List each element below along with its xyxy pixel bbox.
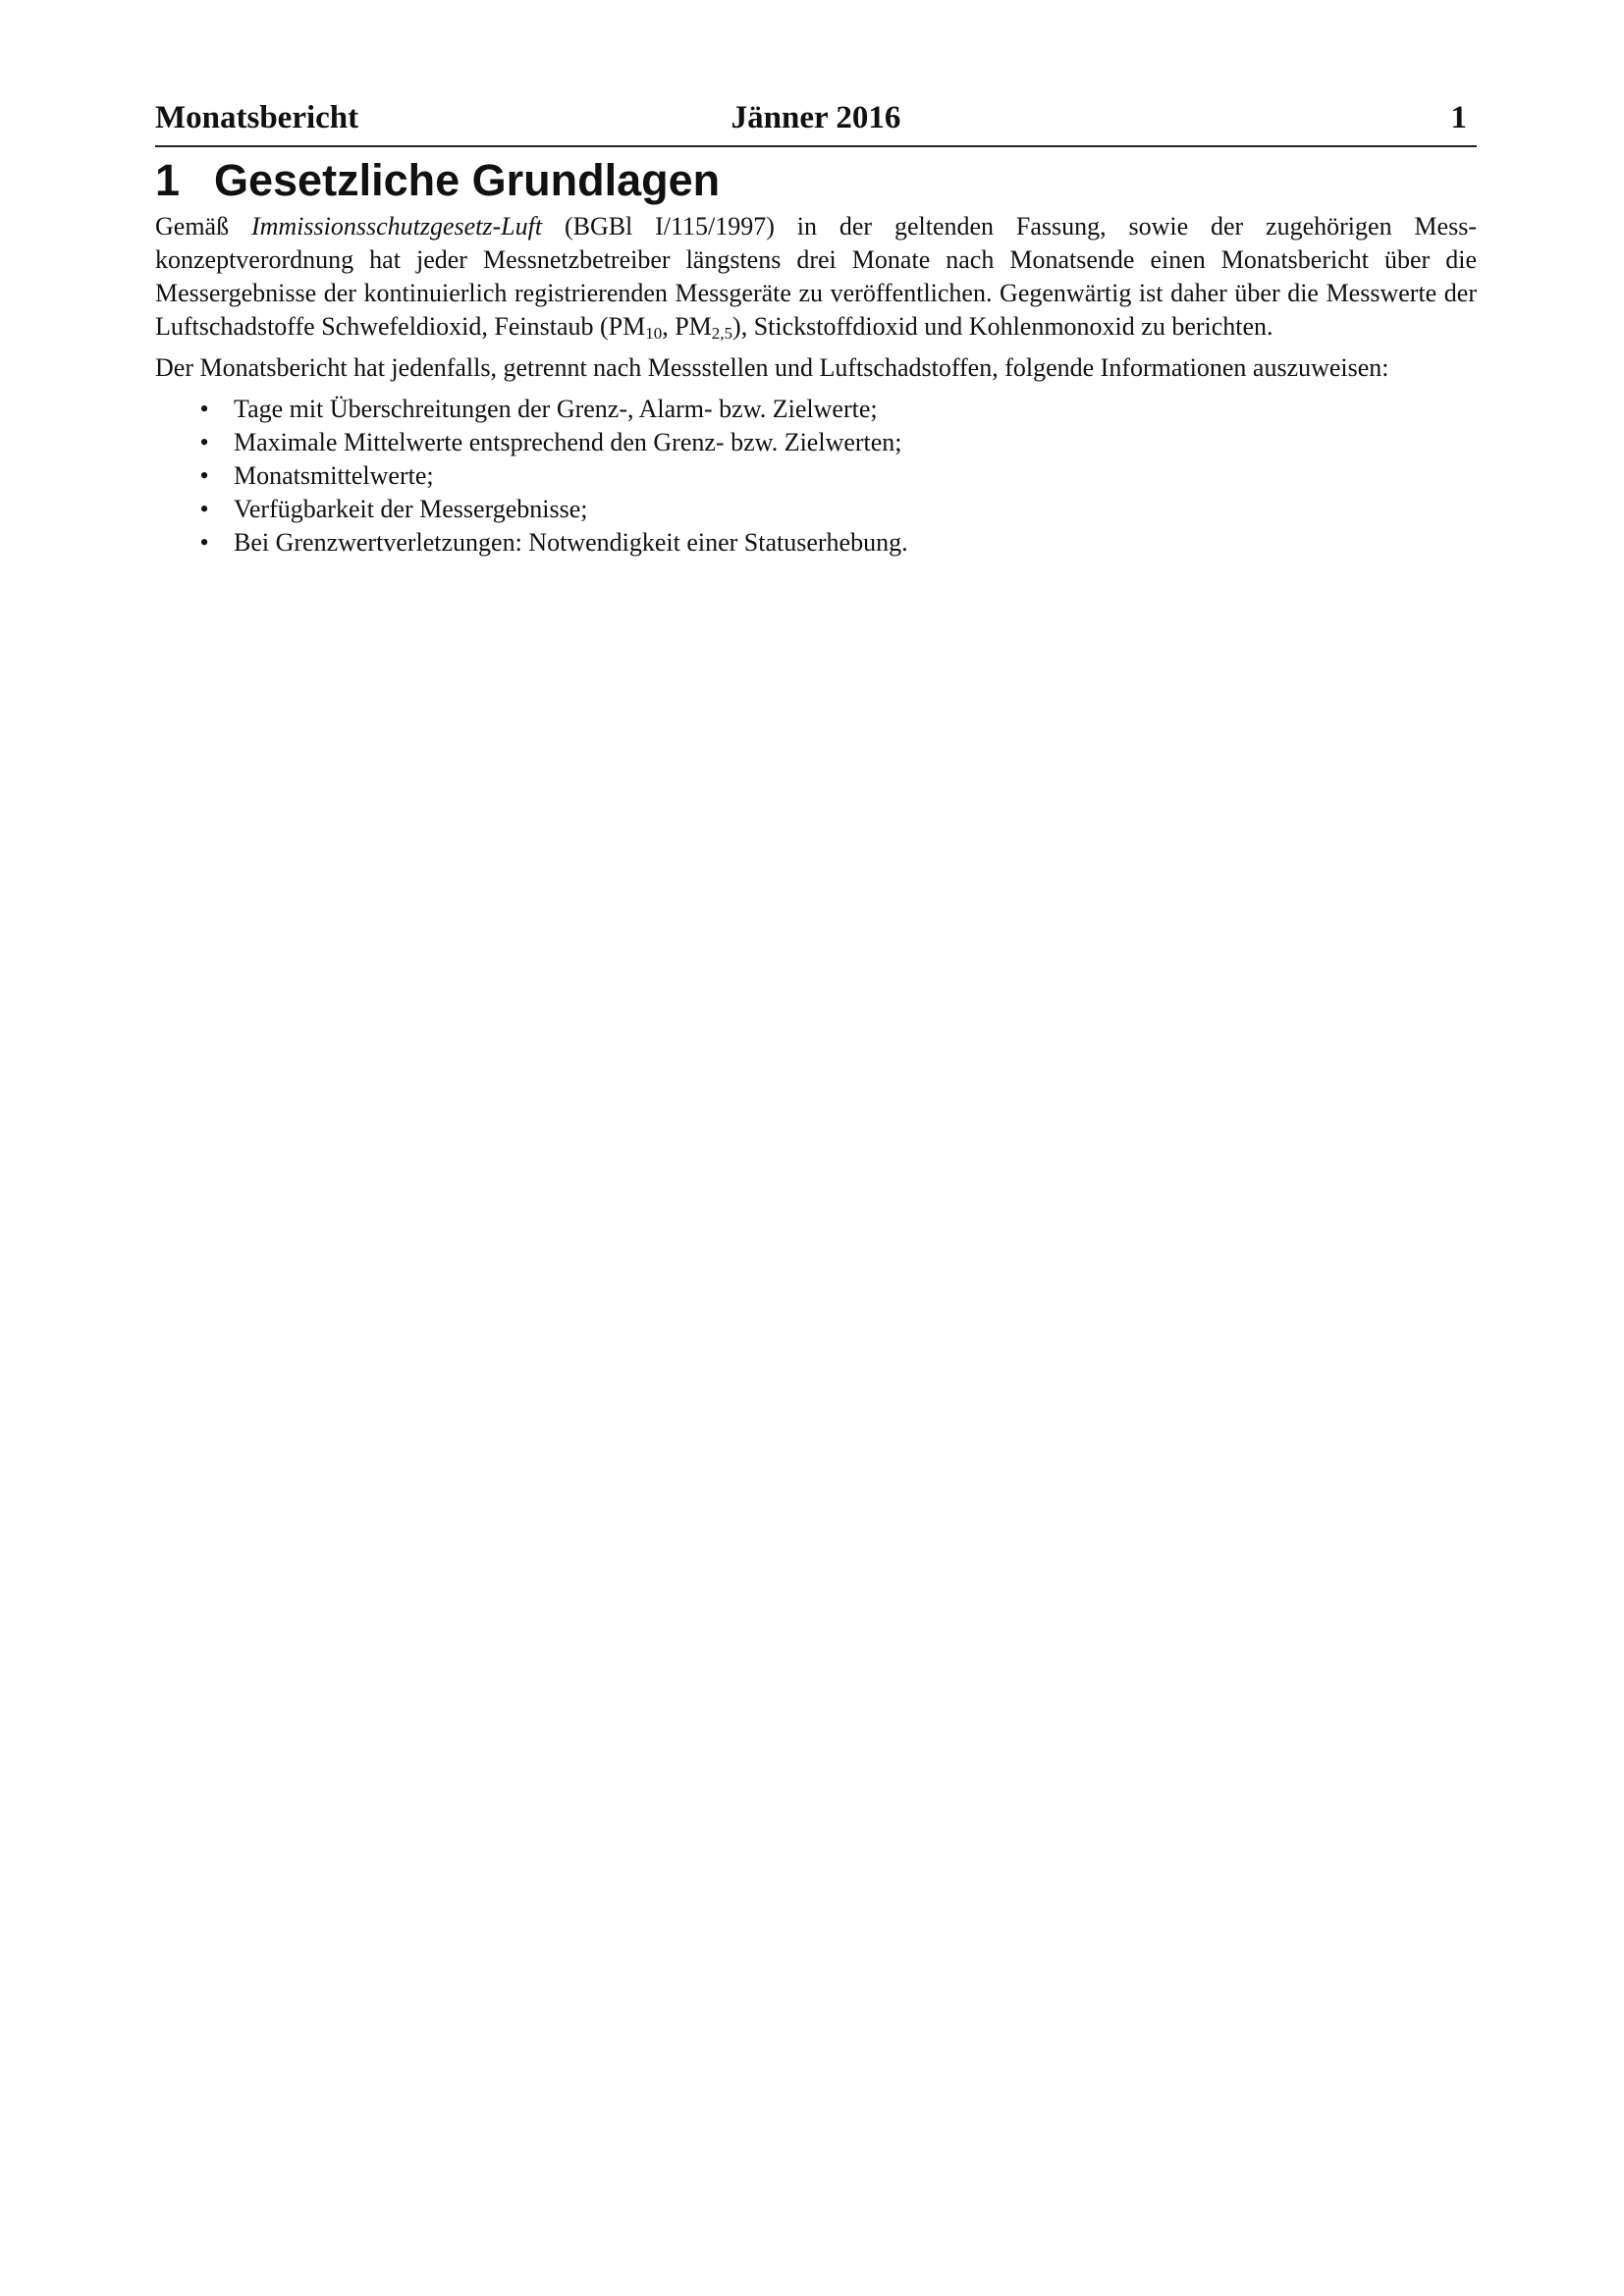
bullet-icon: • <box>199 528 209 557</box>
list-item <box>155 459 1477 493</box>
list-item-text: Tage mit Überschreitungen der Grenz-, Alarm- bzw. Zielwerte; <box>234 395 878 423</box>
document-body <box>155 210 1477 560</box>
pm25-subscript: 2,5 <box>711 324 733 343</box>
bullet-icon: • <box>199 428 209 456</box>
bullet-icon: • <box>199 495 209 523</box>
bullet-icon: • <box>199 461 209 490</box>
intro-text-middle: (BGBl I/115/1997) in der geltenden Fassung, sowie der zugehörigen Messkonzeptverordnung hat jeder Messnetzbetreiber längstens drei Monate nach Monatsende einen Monatsbericht über die Messergebnisse der kontinuierlich registrierenden Messgeräte zu veröffentlichen. Gegenwärtig ist daher über die Messwerte der Luftschadstoffe Schwefeldioxid, Feinstaub (PM <box>155 212 1477 341</box>
requirements-list <box>155 393 1477 560</box>
list-item-text: Verfügbarkeit der Messergebnisse; <box>234 495 588 523</box>
section-number: 1 <box>155 155 181 205</box>
law-name: Immissionsschutzgesetz-Luft <box>250 212 543 240</box>
list-item <box>155 426 1477 459</box>
list-item <box>155 526 1477 560</box>
intro-text-start: Gemäß <box>155 212 251 240</box>
list-item-text: Monatsmittelwerte; <box>234 461 434 490</box>
intro-text-end: ), Stickstoffdioxid und Kohlenmonoxid zu berichten. <box>732 312 1273 341</box>
header-month: Jänner 2016 <box>731 100 901 135</box>
list-item-text: Maximale Mittelwerte entsprechend den Grenz- bzw. Zielwerten; <box>234 428 902 456</box>
list-item-text: Bei Grenzwertverletzungen: Notwendigkeit einer Statuserhebung. <box>234 528 908 557</box>
list-item <box>155 393 1477 426</box>
bullet-icon: • <box>199 395 209 423</box>
header-report-title: Monatsbericht <box>155 100 359 135</box>
requirements-paragraph: Der Monatsbericht hat jedenfalls, getrennt nach Messstellen und Luftschadstoffen, folgende Informationen auszuweisen: <box>155 353 1389 382</box>
intro-text-pm: , PM <box>662 312 712 341</box>
section-title: Gesetzliche Grundlagen <box>214 155 721 205</box>
pm10-subscript: 10 <box>645 324 663 343</box>
header-page-number: 1 <box>1450 100 1467 135</box>
page-header <box>155 94 1477 147</box>
list-item <box>155 493 1477 526</box>
section-heading <box>155 153 1477 208</box>
intro-paragraph <box>155 210 1477 344</box>
